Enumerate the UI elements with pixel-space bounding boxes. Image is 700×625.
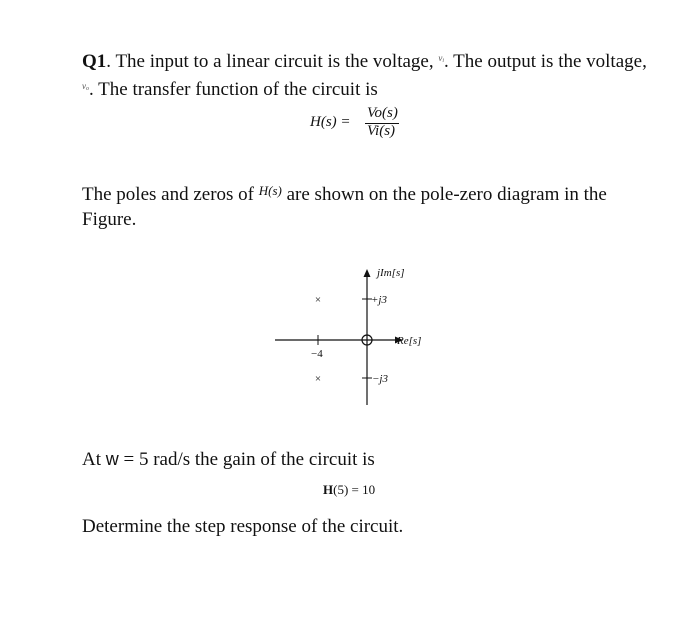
input-voltage-symbol: vi: [438, 53, 445, 64]
question-text-a: . The input to a linear circuit is the voltage,: [106, 51, 439, 72]
question-paragraph: [82, 46, 662, 102]
gain-paragraph: [82, 447, 662, 472]
pole-marker-upper: ×: [314, 294, 322, 306]
pole-zero-diagram: [255, 255, 455, 415]
imag-axis-arrow: [364, 269, 371, 277]
tick-real-label: −4: [311, 348, 323, 360]
poles-text-a: The poles and zeros of: [82, 184, 259, 205]
transfer-function-symbol: H(s): [258, 183, 282, 198]
gain-text-b: = 5 rad/s the gain of the circuit is: [118, 449, 375, 470]
pole-marker-lower: ×: [314, 373, 322, 385]
poles-paragraph: [82, 178, 662, 232]
gain-eq-rest: (5) = 10: [333, 482, 376, 497]
tick-neg-imag-label: −j3: [372, 373, 388, 385]
imag-axis-label: jIm[s]: [377, 267, 405, 279]
transfer-function-numerator: Vo(s): [367, 105, 398, 121]
tick-pos-imag-label: +j3: [371, 294, 387, 306]
poles-text-b: are shown on the pole-zero diagram in the Figure.: [82, 184, 607, 230]
gain-equation: [323, 482, 375, 498]
transfer-function-denominator: Vi(s): [367, 123, 396, 139]
output-voltage-symbol: vo: [82, 81, 89, 92]
transfer-function-equation: [310, 105, 400, 141]
question-text-b: . The output is the voltage,: [444, 51, 647, 72]
gain-text-a: At: [82, 449, 106, 470]
omega-symbol: w: [105, 449, 119, 469]
question-text-c: . The transfer function of the circuit is: [89, 79, 378, 100]
transfer-function-lhs: H(s) =: [310, 114, 351, 130]
task-paragraph: Determine the step response of the circuit.: [82, 516, 404, 537]
gain-eq-h: H: [323, 482, 334, 497]
question-label: Q1: [82, 51, 107, 72]
real-axis-label: Re[s]: [397, 335, 422, 347]
